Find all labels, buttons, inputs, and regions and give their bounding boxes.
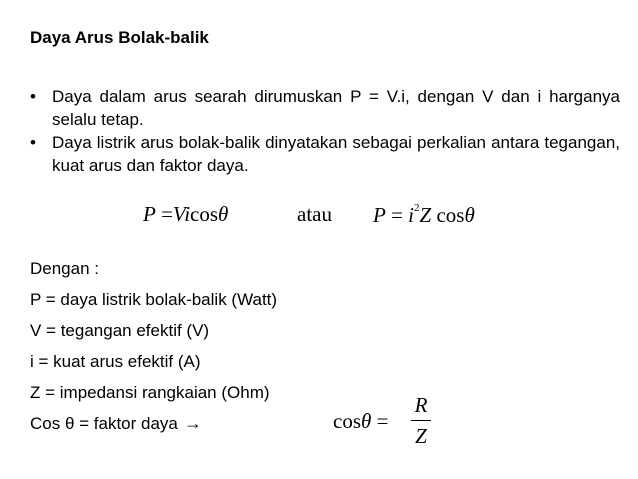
formula-symbol: i xyxy=(408,203,415,227)
fraction-numerator: R xyxy=(414,393,428,417)
bullet-text: Daya dalam arus searah dirumuskan P = V.i, dengan V dan i harganya selalu tetap. xyxy=(52,87,620,129)
definitions-block xyxy=(30,253,277,439)
formula-connector: atau xyxy=(297,202,332,226)
power-formulas xyxy=(0,202,638,232)
arrow-right-icon: → xyxy=(183,413,202,433)
fraction xyxy=(411,392,431,449)
definition-line: i = kuat arus efektif (A) xyxy=(30,352,201,371)
formula-symbol: Z xyxy=(419,203,432,227)
formula-symbol: θ xyxy=(218,202,229,226)
formula-exponent: 2 xyxy=(414,202,420,214)
formula-function: cos xyxy=(333,409,361,433)
formula-operator: = xyxy=(376,409,389,433)
fraction-denominator: Z xyxy=(415,424,427,448)
definition-line: Z = impedansi rangkaian (Ohm) xyxy=(30,383,270,402)
formula-power-i2z xyxy=(373,202,475,228)
formula-operator: = xyxy=(161,202,173,226)
bullet-marker: • xyxy=(30,87,36,106)
definition-line: P = daya listrik bolak-balik (Watt) xyxy=(30,290,278,309)
formula-function: cos xyxy=(436,203,465,227)
formula-symbol: θ xyxy=(361,409,372,433)
fraction-lhs xyxy=(333,409,388,434)
bullet-list xyxy=(30,85,620,177)
formula-symbol: P xyxy=(373,203,386,227)
fraction-bar xyxy=(411,420,431,421)
definition-line-power-factor xyxy=(30,408,277,439)
formula-symbol: V xyxy=(172,202,185,226)
bullet-text: Daya listrik arus bolak-balik dinyatakan sebagai perkalian antara tegangan, kuat arus dan faktor daya. xyxy=(52,133,620,175)
definitions-intro: Dengan : xyxy=(30,259,99,278)
formula-symbol: θ xyxy=(464,203,475,227)
formula-operator: = xyxy=(391,203,403,227)
formula-function: cos xyxy=(190,202,219,226)
definition-text: Cos θ = faktor daya xyxy=(30,414,178,433)
formula-power-vi xyxy=(143,202,228,227)
formula-symbol: P xyxy=(143,202,156,226)
formula-symbol: i xyxy=(184,202,191,226)
bullet-marker: • xyxy=(30,133,36,152)
slide-title: Daya Arus Bolak-balik xyxy=(30,28,209,47)
definition-line: V = tegangan efektif (V) xyxy=(30,321,210,340)
bullet-item xyxy=(30,85,620,131)
bullet-item xyxy=(30,131,620,177)
